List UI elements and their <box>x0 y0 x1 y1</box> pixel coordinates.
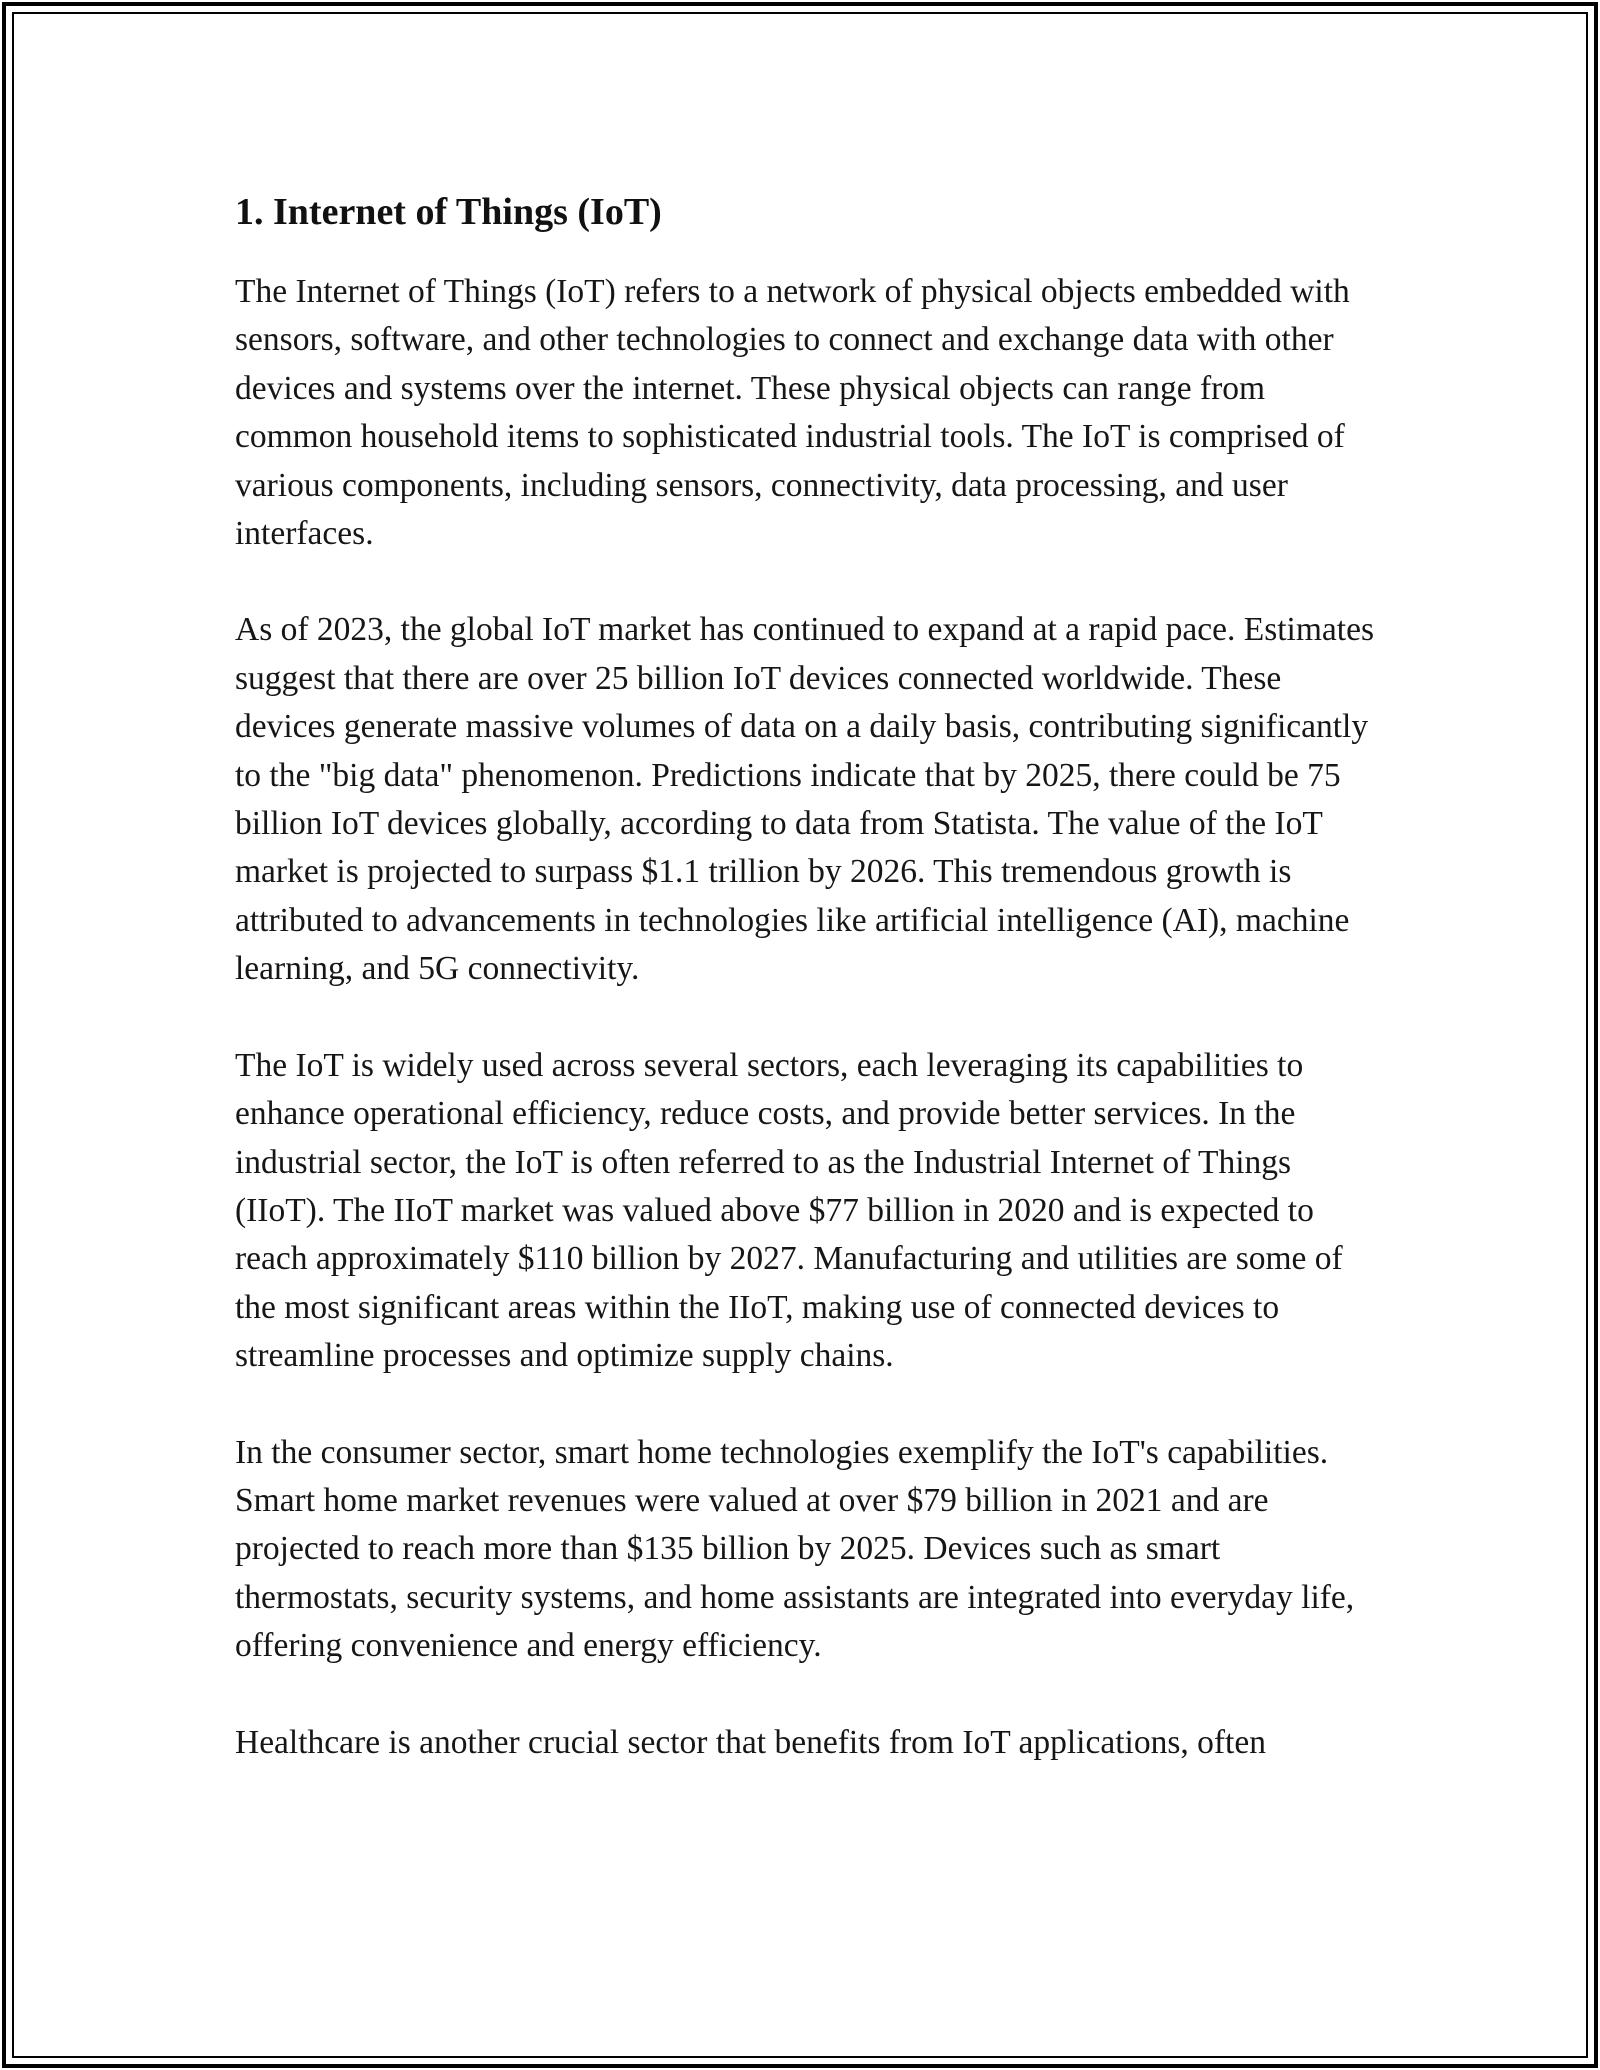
section-heading: 1. Internet of Things (IoT) <box>235 191 662 233</box>
paragraph-market-growth: As of 2023, the global IoT market has continued to expand at a rapid pace. Estimates suggest that there are over 25 billion IoT devices connected worldwide. These devices generate massive volumes of data on a daily basis, contributing significantly to the "big data" phenomenon. Predictions indicate that by 2025, there could be 75 billion IoT devices globally, according to data from Statista. The value of the IoT market is projected to surpass $1.1 trillion by 2026. This tremendous growth is attributed to advancements in technologies like artificial intelligence (AI), machine learning, and 5G connectivity. <box>235 611 1374 988</box>
document-body <box>235 186 1375 1815</box>
paragraph-consumer-sector: In the consumer sector, smart home technologies exemplify the IoT's capabilities. Smart home market revenues were valued at over $79 billion in 2021 and are projected to reach more than $135 billion by 2025. Devices such as smart thermostats, security systems, and home assistants are integrated into everyday life, offering convenience and energy efficiency. <box>235 1433 1355 1665</box>
paragraph-iot-definition: The Internet of Things (IoT) refers to a network of physical objects embedded with sensors, software, and other technologies to connect and exchange data with other devices and systems over the internet. These physical objects can range from common household items to sophisticated industrial tools. The IoT is comprised of various components, including sensors, connectivity, data processing, and user interfaces. <box>235 273 1350 553</box>
paragraph-healthcare-sector: Healthcare is another crucial sector that benefits from IoT applications, often <box>235 1723 1266 1761</box>
paragraph-industrial-sector: The IoT is widely used across several sectors, each leveraging its capabilities to enhance operational efficiency, reduce costs, and provide better services. In the industrial sector, the IoT is often referred to as the Industrial Internet of Things (IIoT). The IIoT market was valued above $77 billion in 2020 and is expected to reach approximately $110 billion by 2027. Manufacturing and utilities are some of the most significant areas within the IIoT, making use of connected devices to streamline processes and optimize supply chains. <box>235 1046 1343 1375</box>
